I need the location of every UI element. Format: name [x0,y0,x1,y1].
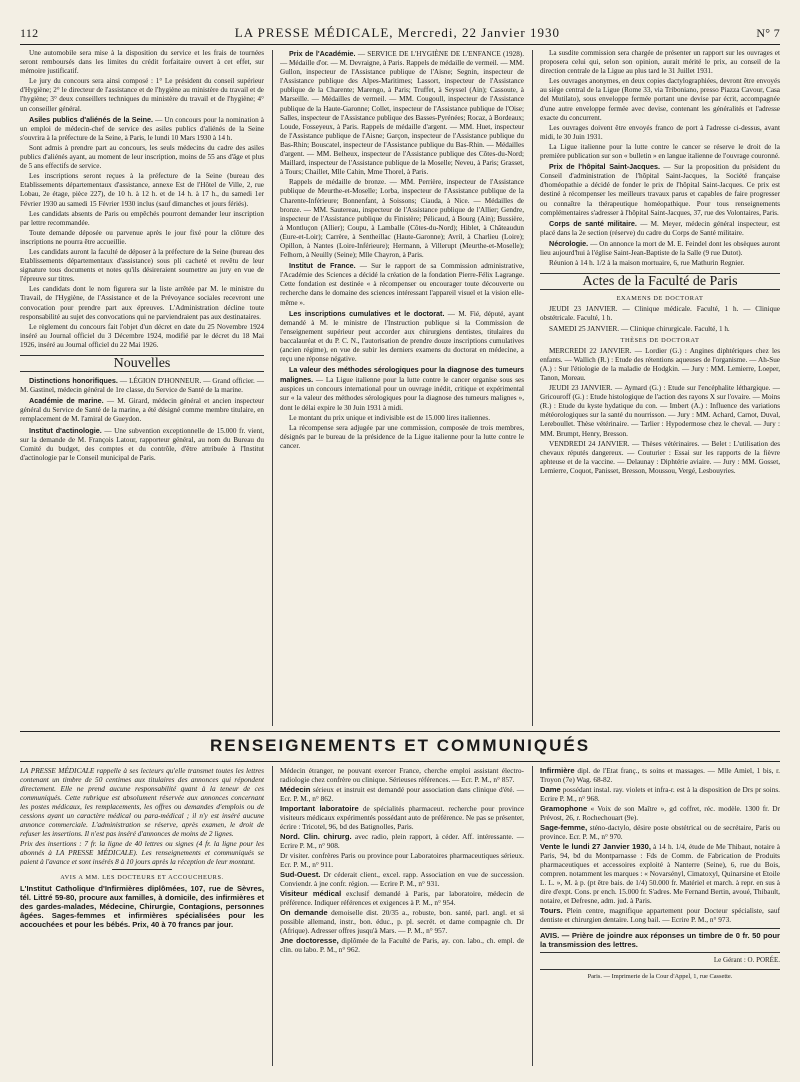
avis-notice [540,928,780,953]
pricing-text: Prix des insertions : 7 fr. la ligne de 40 lettres ou signes (4 fr. la ligne pour les abonnés à LA PRESSE MÉDICALE). Les renseignements et communiqués se paient à l'avance et sont insérés 8 à 10 jours après la réception de leur montant. [20,839,264,866]
classified-ad [540,823,780,841]
paragraph: La susdite commission sera chargée de présenter un rapport sur les ouvrages et proposera celui qui, selon son opinion, aurait mérité le prix, au conseil de la direction centrale de la Ligue au plus tard le 31 Juillet 1931. [540,49,780,76]
running-head [20,24,780,42]
paragraph: Une automobile sera mise à la disposition du service et les frais de tournées seront remboursés dans les limites du crédit forfaitaire ouvert à cet effet, sur mémoire justificatif. [20,49,264,76]
notice-text: LA PRESSE MÉDICALE rappelle à ses lecteurs qu'elle transmet toutes les lettres contenant un timbre de 50 centimes aux titulaires des annonces qui répondent directement. Elle ne prend aucune responsabilité quant à la teneur de ces communiqués. Cette rubrique est absolument réservée aux annonces concernant les postes médicaux, les remplacements, les offres ou demandes d'emplois ou de cessions ayant un caractère médical ou para-médical ; il n'y est inséré aucune annonce commerciale. L'administration se réserve, après examen, le droit de refuser les insertions. Il n'est pas inséré d'annonces de moins de 2 lignes. [20,766,264,838]
classified-ad [540,906,780,924]
classified-ad [20,884,264,929]
ad-heading: Dame [540,785,561,794]
paragraph: Sont admis à prendre part au concours, les seuls médecins du cadre des asiles publics d'aliénés ayant, au moment de leur inscription, moins de 55 ans d'âge et plus de 5 ans effectifs de service. [20,143,264,171]
ad-text: possédant instal. ray. violets et infra-r. est à la disposition de Drs pr soins. Ecrire P. M., n° 968. [540,785,780,803]
classified-ad: Dr visiter. confrères Paris ou province pour Laboratoires pharmaceutiques sérieux. Ecr. P. M., n° 911. [280,851,524,869]
ad-heading: Gramophone [540,804,588,813]
item-heading: La valeur des méthodes sérologiques pour la diagnose des tumeurs malignes. [280,365,524,385]
news-item [280,49,524,177]
publisher-manager: Le Gérant : O. PORÉE. [713,955,780,964]
news-item [20,376,264,395]
exam-entry: SAMEDI 25 JANVIER. — Clinique chirurgicale. Faculté, 1 h. [549,324,730,333]
item-text: — On annonce la mort de M. E. Feindel dont les obsèques auront lieu aujourd'hui à l'église Saint-Jean-Baptiste de la Salle (9 rue Dutot). [540,239,780,257]
column-divider [532,50,533,726]
classifieds-notice [20,766,264,838]
ad-text: à 14 h. 1/4, étude de Me Thibaut, notaire à Paris, 94, bd du Montparnasse : Fds de Comm. de Fabrication de Produits pharmaceutiques et accessoires exploité à Nanterre (Seine), 6, rue du Bois, compren. notamment les marques : « Novarsényl, Cimatoxyl, Quinarsine et Etoile L. L. », M. à p. (pt être bais. de 1/4) 50.000 fr. Matériel et march. à repr. en sus à dire d'expt. Cons. pr ench. 15.000 fr. S'adres. Me Fernand Bertin, avoué, Thibault, notaire, et Defresne, adm. jud. à Paris. [540,842,780,905]
classified-ad [280,908,524,935]
news-item [20,396,264,424]
classified-ad [540,804,780,822]
paragraph: La Ligue italienne pour la lutte contre le cancer se réserve le droit de la première publication sur son « bulletin » en langue italienne de l'ouvrage couronné. [540,142,780,161]
ad-text: dipl. de l'Etat franç., ts soins et massages. — Mlle Amiel, 1 bis, r. Troyon (7e) Wag. 68-82. [540,766,780,784]
ad-heading: On demande [280,908,328,917]
paragraph: Le règlement du concours fait l'objet d'un décret en date du 25 Novembre 1924 inséré au Journal officiel du 3 Décembre 1924, modifié par le décret du 18 Mai 1926, inséré au Journal officiel du 22 Mai 1926. [20,322,264,349]
printer-line: Paris. — Imprimerie de la Cour d'Appel, 1, rue Cassette. [540,969,780,981]
item-heading: Institut d'actinologie. [29,425,102,435]
paragraph: Les candidats auront la faculté de déposer à la préfecture de la Seine (bureau des Etablissements départementaux d'assistance) sous pli cacheté et revêtu de leur signature tous documents et notes qu'ils désireraient soumettre au jury en vue de l'épreuve sur titres. [20,247,264,284]
classified-ad: Médecin étranger, ne pouvant exercer France, cherche emploi assistant électro-radiologie chez confrère ou clinique. Sérieuses références. — Ecr. P. M., n° 857. [280,766,524,784]
ad-heading: Médecin [280,785,311,794]
news-item [20,115,264,143]
faculte-heading: Actes de la Faculté de Paris [540,273,780,290]
paragraph: La récompense sera adjugée par une commission, composée de trois membres, désignés par le bureau de la présidence de la Ligue italienne pour la lutte contre le cancer. [280,423,524,450]
avis-heading: AVIS A MM. LES DOCTEURS ET ACCOUCHEURS. [60,874,224,881]
item-heading: Distinctions honorifiques. [29,376,118,386]
ad-heading: Important laboratoire [280,804,359,813]
page-number: 112 [20,25,39,40]
header-rule [20,44,780,45]
thesis-entry: JEUDI 23 JANVIER. — Aymard (G.) : Etude sur l'encéphalite léthargique. — Gricouroff (G.) : Etude histologique de l'action des rayons X sur l'ovaire. — Moins (R.) : Etude du kyste hydatique du con. — Imbert (A.) : Influence des variations météorologiques sur la santé du nourrisson. — Jury : MM. Achard, Carnot, Duval, Lereboullet. Thèse vétérinaire. — Tarlier : Hypodermose chez le cheval. — Jury : MM. Brumpt, Henry, Bresson. [540,384,780,438]
exam-heading: EXAMENS DE DOCTORAT [616,295,704,303]
ad-text: sténo-dactylo, désire poste obstétrical ou de secrétaire, Paris ou province. Ecr. P. M., n° 970. [540,823,780,841]
ad-heading: L'Institut Catholique d'Infirmières diplômées, [20,884,188,893]
paragraph: Le montant du prix unique et indivisible est de 15.000 lires italiennes. [289,413,491,422]
item-heading: Corps de santé militaire. [549,218,637,228]
column-1 [20,49,264,729]
ad-text: de spécialités pharmaceut. recherche pour province visiteurs médicaux expérimentés possédant auto de préférence. Ne pas se présenter, écrire : Tricotel, 96, bd des Batignolles, Paris. [280,804,524,831]
item-text: — Sur le rapport de sa Commission administrative, l'Académie des Sciences a décidé la création de la fondation Pierre-Félix Lagrange. Cette fondation est destinée « à récompenser ou encourager toute découverte ou recherche dans le domaine des sciences intéressant l'appareil visuel et la vision elle-même ». [280,262,524,307]
classified-ad [540,842,780,905]
journal-name: LA PRESSE MÉDICALE, [234,25,394,40]
item-text: — Sur la proposition du président du Conseil d'administration de l'hôpital Saint-Jacques, la Société française d'homéopathie a décidé de fonder le prix de l'hôpital Saint-Jacques. Ce prix est destiné à récompenser les meilleurs travaux parus et capables de faire progresser ou connaître la thérapeutique homéopathique. Pour tous renseignements complémentaires s'adresser à l'hôpital Saint-Jacques, 37, rue des Volontaires, Paris. [540,163,780,217]
paragraph: Les ouvrages doivent être envoyés franco de port à l'adresse ci-dessus, avant midi, le 30 Juin 1931. [540,123,780,141]
paragraph: Réunion à 14 h. 1/2 à la maison mortuaire, 6, rue Mathurin Regnier. [549,259,745,268]
item-heading: Nécrologie. [549,238,589,248]
classified-ad [280,785,524,803]
ad-text: Plein centre, magnifique appartement pour Docteur spécialiste, sauf dentiste et chirurgien dentaire. Long bail. — Ecrire P. M., n° 973. [540,906,780,924]
ads-column-1 [20,766,264,1066]
nouvelles-heading: Nouvelles [20,355,264,372]
ad-text: « Voix de son Maître », gd coffret, réc. modèle. 1300 fr. Dr Prévost, 26, r. Rochechouart (9e). [540,804,780,822]
ads-column-2 [280,766,524,1066]
item-text: — M. Fié, député, ayant demandé à M. le ministre de l'Instruction publique si la Commission de l'enseignement supérieur peut accorder aux chirurgiens dentistes, titulaires du baccalauréat et du P. C. N., l'autorisation de prendre douze inscriptions cumulatives (ancien régime), en vue de subir les derniers examens du doctorat en médecine, a reçu une réponse négative. [280,309,524,364]
section-rule [20,731,780,732]
exam-entry: JEUDI 23 JANVIER. — Clinique médicale. Faculté, 1 h. — Clinique obstétricale. Faculté, 1 h. [540,305,780,323]
paragraph: Rappels de médaille de bronze. — MM. Perrière, inspecteur de l'Assistance publique de Meurthe-et-Moselle; Lorba, inspecteur de l'Assistance publique de la Charente-Inférieure; Bonnenfant, à Soissons; Ciauda, à Nice. — Médailles de bronze. — MM. Sautereau, inspecteur de l'Assistance publique de l'Allier; Gendre, inspecteur de l'Assistance publique du Finistère; Pélicaud, à Bourg (Ain); Bussière, à Montluçon (Allier); Coupu, à Lamballe (Côtes-du-Nord); Hiblet, à Châteaudun (Eure-et-Loir); Carrère, à Sentheillac (Haute-Garonne); Avril, à Charlieu (Loire); Opillon, à Nantes (Loire-Inférieure); Hermann, à Villerupt (Meurthe-et-Moselle); Felhorn, à Neuilly (Seine); Mlle Chayron, à Paris. [280,178,524,260]
pricing-notice [20,839,264,866]
ads-column-3 [540,766,780,1066]
issue-number: N° 7 [756,25,780,40]
ad-text: demoiselle dist. 20/35 a., robuste, bon. santé, parl. angl. et si possible allemand, instr., bon. éduc., p. pl. secrét. et dame compagnie ch. Dr (Afrique). Adresser offres jusqu'à Mars. — P. M., n° 957. [280,908,524,935]
thesis-entry: MERCREDI 22 JANVIER. — Lordier (G.) : Angines diphtériques chez les enfants. — Wallich (R.) : Etude des rétentions aqueuses de l'organisme. — Ah-Sue (A.) : Sur l'étiologie de la maladie de Hodgkin. — Jury : MM. Lemierre, Loeper, Tanon, Moreau. [540,346,780,382]
paragraph: Les inscriptions seront reçues à la préfecture de la Seine (bureau des Etablissements départementaux d'assistance, annexe Est de l'Hôtel de Ville, 2, rue Lobau, 2e étage, pièce 227), de 10 h. à 12 h. et de 14 h. à 17 h., du samedi 1er Février 1930 au samedi 15 Février 1930 inclus (sauf dimanches et jours fériés). [20,172,264,208]
paragraph: Les candidats dont le nom figurera sur la liste arrêtée par M. le ministre du Travail, de l'Hygiène, de l'Assistance et de la Prévoyance sociales recevront une convocation pour prendre part aux épreuves. L'Administration décline toute responsabilité au sujet des convocations qui ne parviendraient pas aux destinataires. [20,285,264,321]
ad-text: sérieux et instruit est demandé pour association dans clinique d'été. — Ecr. P. M., n° 862. [280,785,524,803]
classified-ad [280,889,524,907]
ad-heading: Sud-Ouest. [280,870,321,879]
journal-title [235,25,560,41]
item-heading: Asiles publics d'aliénés de la Seine. [29,114,153,124]
ad-text: exclusif demandé à Paris, par laboratoire, médecin de préférence. Indiquer références et exigences à P. M., n° 954. [280,889,524,907]
item-heading: Institut de France. [289,261,356,271]
section-rule [20,761,780,762]
item-heading: Académie de marine. [29,396,104,406]
ad-text: Dr céderait client., excel. rapp. Association en vue de succession. Conviendr. à jne confr. région. — Ecrire P. M., n° 931. [280,870,524,888]
paragraph: Les ouvrages anonymes, en deux copies dactylographiées, devront être envoyés au siège central de la Ligue (Rome 33, via Triboniano, presso Piazza Cavour, Casa del Mutilato), sous enveloppe fermée portant une devise par écrit, accompagnée d'une autre enveloppe fermée avec devise, contenant les généralités et l'adresse exacte du concurrent. [540,77,780,122]
item-heading: Les inscriptions cumulatives et le doctorat. [289,308,445,318]
ad-heading: Vente le lundi 27 Janvier 1930, [540,842,651,851]
classified-ad [280,870,524,888]
divider [112,869,172,870]
ad-text: 107, rue de Sèvres, tél. Littré 59-80, procure aux familles, à domicile, des infirmières et des gardes-malades, Médecine, Chirurgie, Contagions, personnes âgées. Sages-femmes et infirmières spécialisées pour les accouchées et pour les bébés. Prix, 40 à 70 francs par jour. [20,884,264,929]
ad-heading: Infirmière [540,766,575,775]
news-item [540,219,780,238]
classified-ad [540,785,780,803]
item-text: — LÉGION D'HONNEUR. — Grand officier. — M. Gastinel, médecin général de 1re classe, du Service de Santé de la marine. [20,377,264,395]
classified-ad [540,766,780,784]
item-text: — M. Meyer, médecin général inspecteur, est placé dans la 2e section (réserve) du cadre du Corps de Santé militaire. [540,219,780,237]
column-divider [272,766,273,1066]
classified-ad [280,832,524,850]
column-divider [532,766,533,1066]
column-divider [272,50,273,726]
item-heading: Prix de l'Académie. [289,49,356,58]
theses-heading: THÈSES DE DOCTORAT [620,336,700,344]
item-text: — SERVICE DE L'HYGIÈNE DE L'ENFANCE (1928). — Médaille d'or. — M. Devraigne, à Paris. Rappels de médaille de vermeil. — MM. Gullon, inspecteur de l'Assistance publique de l'Aisne; Segnin, inspecteur de l'Assistance publique des Alpes-Maritimes; Lassort, inspecteur de l'Assistance publique de la Charente; Marengo, à Paris; Truffet, à Seyssel (Ain); Cassoute, à Marseille. — Médailles de vermeil. — MM. Cougoull, inspecteur de l'Assistance publique de la Haute-Garonne; Collet, inspecteur de l'Assistance publique de l'Oise; Salles, inspecteur de l'Assistance publique des Basses-Pyrénées; Rocaz, à Bordeaux; Loude, Fosseyeux, à Paris. Rappels de médaille d'argent. — MM. Huet, inspecteur de l'Assistance publique de l'Aisne; Garçon, inspecteur de l'Assistance publique du Bas-Rhin; Bouscatel, inspecteur de l'Assistance publique du Bas-Rhin. — Médailles d'argent. — MM. Belheux, inspecteur de l'Assistance publique des Côtes-du-Nord; Maillard, inspecteur de l'Assistance publique de la Moselle; Neveu, à Paris; Grasset, à Tours; Chaillet, Mlle Cahin, Mme Thorel, à Paris. [280,50,524,177]
ad-text: diplômée de la Faculté de Paris, ay. con. labo., ch. empl. de clin. ou labo. P. M., n° 962. [280,936,524,954]
classified-ad [280,936,524,954]
news-item [280,309,524,365]
avis-text: AVIS. — Prière de joindre aux réponses un timbre de 0 fr. 50 pour la transmission des lettres. [540,931,780,950]
news-item [280,365,524,412]
ad-heading: Sage-femme, [540,823,588,832]
item-heading: Prix de l'hôpital Saint-Jacques. [549,162,660,172]
classified-ad [280,804,524,831]
column-3 [540,49,780,729]
paragraph: Le jury du concours sera ainsi composé : 1° Le président du conseil supérieur d'Hygiène; 2° le directeur de l'assistance et de l'hygiène au ministère du travail et de l'hygiène; 3° deux conseillers techniques du ministère du travail et de l'hygiène; 4° un conseiller général. [20,77,264,113]
item-text: — Un concours pour la nomination à un emploi de médecin-chef de service des asiles publics d'aliénés de la Seine s'ouvrira à la préfecture de la Seine, à Paris, le lundi 10 Mars 1930 à 14 h. [20,115,264,142]
news-item [280,261,524,307]
item-text: — Une subvention exceptionnelle de 15.000 fr. vient, sur la demande de M. François Latour, rapporteur général, au nom du Bureau du Comité du budget, des comptes et du contrôle, d'être attribuée à l'Institut d'actinologie par le Conseil municipal de Paris. [20,426,264,462]
item-text: — M. Girard, médecin général et ancien inspecteur général du Service de Santé de la marine, a été désigné comme membre titulaire, en remplacement de M. l'amiral de Gueydon. [20,397,264,424]
ad-text: avec radio, plein rapport, à céder. Aff. intéressante. — Ecrire P. M., n° 908. [280,832,524,850]
ad-heading: Tours. [540,906,563,915]
news-item [540,162,780,218]
issue-date: Mercredi, 22 Janvier 1930 [397,25,560,40]
ad-heading: Nord. Clin. chirurg. [280,832,352,841]
news-item [20,426,264,463]
thesis-entry: VENDREDI 24 JANVIER. — Thèses vétérinaires. — Belet : L'utilisation des chevaux réputés dangereux. — Couturier : Essai sur les rapports de la fièvre aphteuse et de la vaccine. — Delaunay : Diphtérie aviaire. — Jury : MM. Gosset, Lemierre, Coquot, Panisset, Bresson, Moussou, Vergé, Lesbouyries. [540,439,780,475]
ad-heading: Jne doctoresse, [280,936,339,945]
ad-heading: Visiteur médical [280,889,342,898]
paragraph: Les candidats absents de Paris ou empêchés pourront demander leur inscription par lettre recommandée. [20,209,264,227]
renseignements-banner: RENSEIGNEMENTS ET COMMUNIQUÉS [209,736,591,755]
column-2 [280,49,524,729]
news-item [540,239,780,258]
paragraph: Toute demande déposée ou parvenue après le jour fixé pour la clôture des inscriptions ne pourra être accueillie. [20,228,264,246]
item-text: — La Ligue italienne pour la lutte contre le cancer organise sous ses auspices un concours international pour un ouvrage inédit, critique et expérimental sur « la valeur des méthodes sérologiques pour la diagnose des tumeurs malignes », dont le délai expire le 30 Juin 1931 à midi. [280,376,524,412]
